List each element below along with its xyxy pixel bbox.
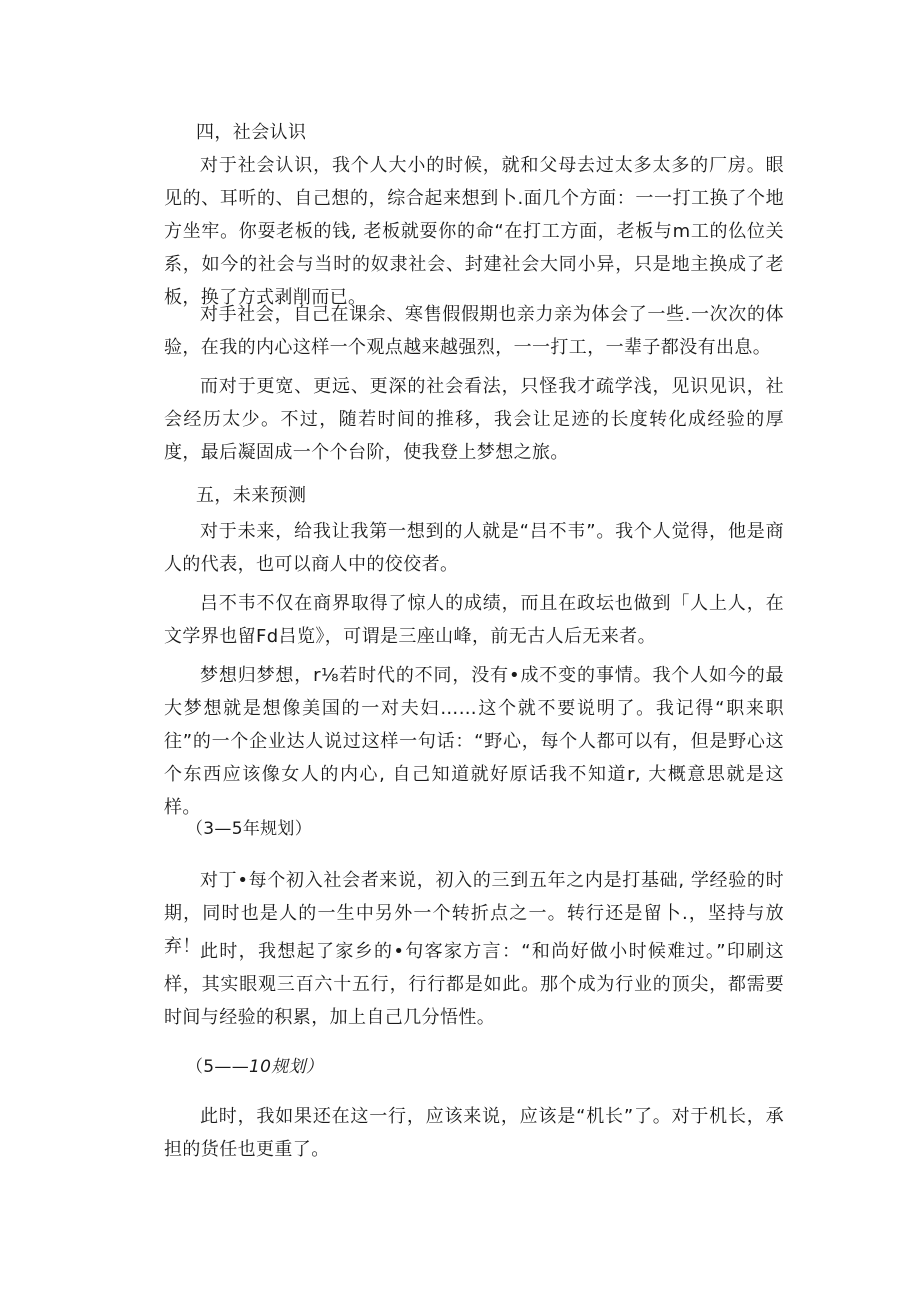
plan-5-10-paragraph-1: 此时，我如果还在这一行，应该来说，应该是“机长”了。对于机长，承担的货任也更重了。 bbox=[164, 1106, 784, 1160]
plan-3-5-heading: （3—5年规划） bbox=[186, 819, 313, 839]
section-5-paragraph-1: 对于未来，给我让我第一想到的人就是“吕不韦”。我个人觉得，他是商人的代表，也可以商人中的佼佼者。 bbox=[164, 521, 784, 575]
section-5-title: 五，未来预测 bbox=[196, 485, 307, 506]
plan-3-5-paragraph-2: 此时，我想起了家乡的•句客家方言：“和尚好做小时候难过。”印刷这样，其实眼观三百六十五行，行行都是如此。那个成为行业的顶尖，都需要时间与经验的积累，加上自己几分悟性。 bbox=[164, 941, 784, 1028]
plan-5-10-prefix: （5—— bbox=[186, 1057, 250, 1077]
section-4-paragraph-1: 对于社会认识，我个人大小的时候，就和父母去过太多太多的厂房。眼见的、耳听的、自己想的，综合起来想到卜.面几个方面：一一打工换了个地方坐牢。你耍老板的钱, 老板就耍你的命“在打工方面，老板与m工的仫位关系，如今的社会与当时的奴隶社会、封建社会大同小异，只是地主换成了老板，换了方式剥削而已。 bbox=[164, 155, 784, 308]
section-5-paragraph-3: 梦想归梦想，r⅛若时代的不同，没有•成不变的事情。我个人如今的最大梦想就是想像美国的一对夫妇……这个就不要说明了。我记得“职来职往”的一个企业达人说过这样一句话：“野心，每个人都可以有，但是野心这个东西应该像女人的内心, 自己知道就好原话我不知道r, 大概意思就是这样。 bbox=[164, 665, 784, 818]
section-4-paragraph-2: 对手社会，自己在课余、寒售假假期也亲力亲为体会了一些.一次次的体验，在我的内心这样一个观点越来越强烈，一一打工，一辈子都没有出息。 bbox=[164, 304, 784, 358]
plan-5-10-suffix: 10规划） bbox=[249, 1057, 324, 1077]
section-4-paragraph-3: 而对于更宽、更远、更深的社会看法，只怪我才疏学浅，见识见识，社会经历太少。不过，随若时间的推移，我会让足迹的长度转化成经验的厚度，最后凝固成一个个台阶，使我登上梦想之旅。 bbox=[164, 376, 784, 463]
plan-5-10-heading bbox=[186, 1052, 323, 1082]
plan-3-5-paragraph-1: 对丁•每个初入社会者来说，初入的三到五年之内是打基础, 学经验的时期，同时也是人的一生中另外一个转折点之一。转行还是留卜.，坚持与放弃！ bbox=[164, 870, 784, 957]
section-5-paragraph-2: 吕不韦不仅在商界取得了惊人的成绩，而且在政坛也做到「人上人，在文学界也留Fd吕览》，可谓是三座山峰，前无古人后无来者。 bbox=[164, 593, 784, 647]
section-4-title: 四，社会认识 bbox=[196, 122, 307, 143]
